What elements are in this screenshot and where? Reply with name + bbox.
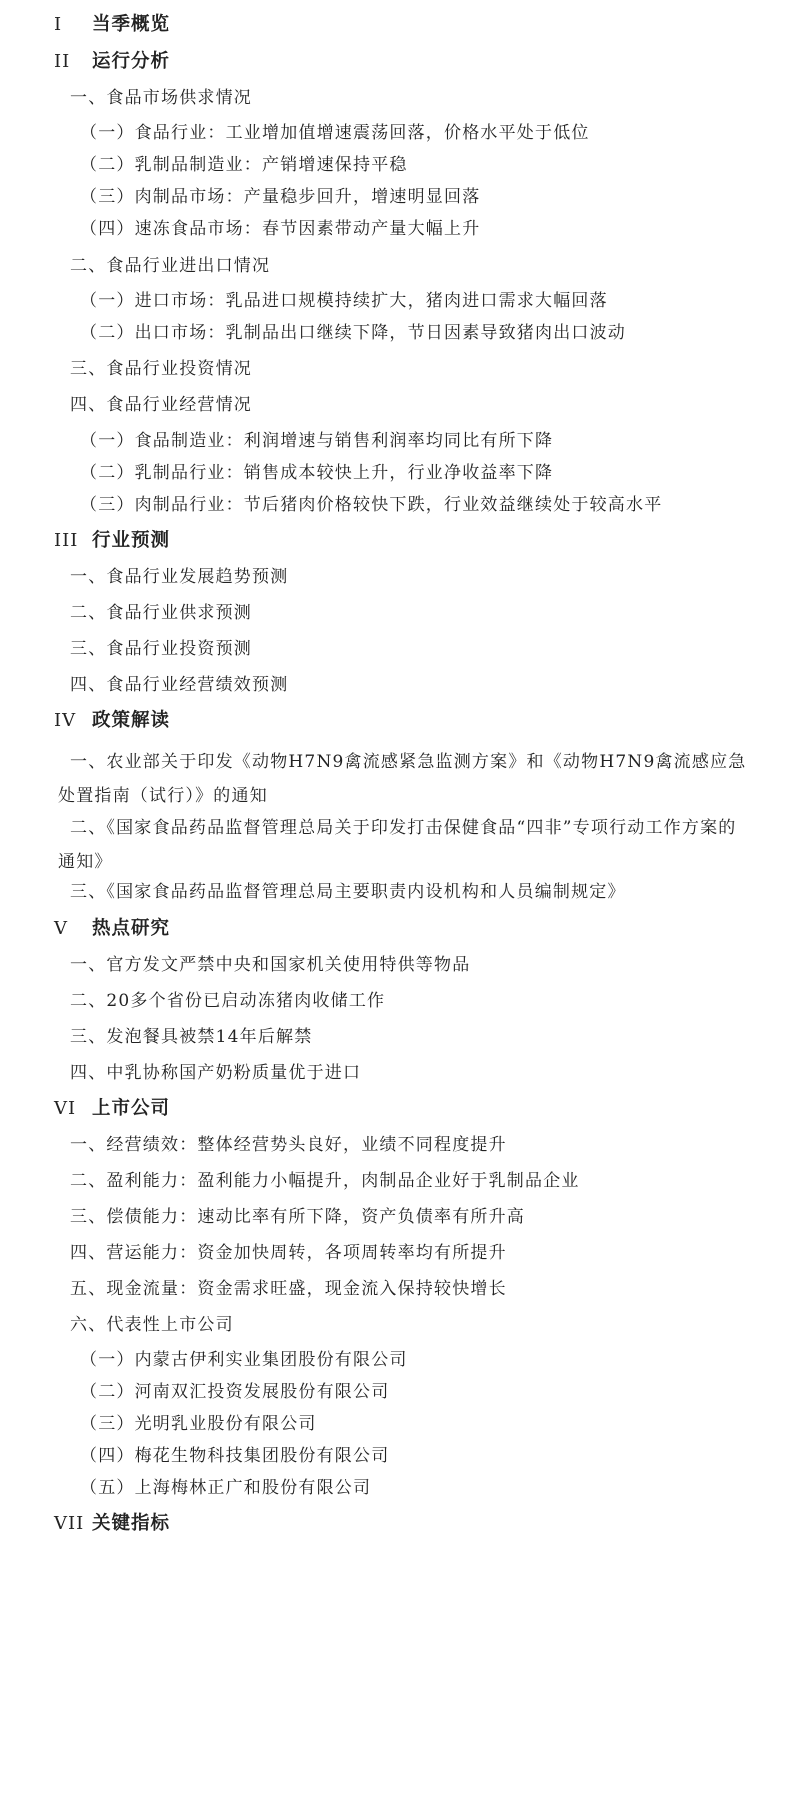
toc-item[interactable]: 二、盈利能力：盈利能力小幅提升，肉制品企业好于乳制品企业 [70,1171,580,1191]
toc-section-4[interactable] [54,710,170,732]
toc-subitem[interactable]: （二）乳制品制造业：产销增速保持平稳 [80,155,408,175]
toc-item[interactable]: 四、中乳协称国产奶粉质量优于进口 [70,1063,362,1083]
toc-subitem[interactable]: （二）乳制品行业：销售成本较快上升，行业净收益率下降 [80,463,554,483]
section-numeral: II [54,51,71,72]
section-numeral: III [54,530,79,551]
toc-item[interactable]: 一、经营绩效：整体经营势头良好，业绩不同程度提升 [70,1135,507,1155]
toc-subitem[interactable]: （五）上海梅林正广和股份有限公司 [80,1478,372,1498]
toc-section-5[interactable] [54,918,170,940]
toc-subitem[interactable]: （四）速冻食品市场：春节因素带动产量大幅上升 [80,219,481,239]
toc-item[interactable]: 一、食品行业发展趋势预测 [70,567,289,587]
section-numeral: VII [54,1513,85,1534]
section-numeral: IV [54,710,77,731]
toc-item[interactable]: 三、偿债能力：速动比率有所下降，资产负债率有所升高 [70,1207,525,1227]
toc-item[interactable]: 六、代表性上市公司 [70,1315,234,1335]
section-title: 政策解读 [92,710,171,731]
toc-item[interactable]: 四、食品行业经营绩效预测 [70,675,289,695]
toc-subitem[interactable]: （三）肉制品行业：节后猪肉价格较快下跌，行业效益继续处于较高水平 [80,495,663,515]
toc-subitem[interactable]: （一）食品行业：工业增加值增速震荡回落，价格水平处于低位 [80,123,590,143]
toc-item[interactable]: 一、农业部关于印发《动物H7N9禽流感紧急监测方案》和《动物H7N9禽流感应急处置指南（试行）》的通知 [58,752,747,806]
toc-item[interactable]: 四、食品行业经营情况 [70,395,252,415]
toc-item[interactable]: 三、食品行业投资情况 [70,359,252,379]
toc-item[interactable]: 二、食品行业供求预测 [70,603,252,623]
toc-item[interactable]: 四、营运能力：资金加快周转，各项周转率均有所提升 [70,1243,507,1263]
section-title: 关键指标 [92,1513,171,1534]
toc-item[interactable]: 五、现金流量：资金需求旺盛，现金流入保持较快增长 [70,1279,507,1299]
toc-item[interactable]: 二、《国家食品药品监督管理总局关于印发打击保健食品“四非”专项行动工作方案的通知》 [58,818,737,872]
toc-subitem[interactable]: （一）内蒙古伊利实业集团股份有限公司 [80,1350,408,1370]
toc-section-2[interactable] [54,51,170,73]
section-title: 热点研究 [92,918,171,939]
toc-item[interactable]: 二、食品行业进出口情况 [70,256,271,276]
toc-section-1[interactable] [54,14,170,36]
toc-item[interactable]: 三、发泡餐具被禁14年后解禁 [70,1027,313,1047]
toc-item[interactable]: 一、食品市场供求情况 [70,88,252,108]
toc-section-6[interactable] [54,1098,170,1120]
toc-item[interactable]: 二、20多个省份已启动冻猪肉收储工作 [70,991,386,1011]
toc-section-7[interactable] [54,1513,170,1535]
section-title: 当季概览 [92,14,171,35]
toc-section-3[interactable] [54,530,170,552]
toc-subitem[interactable]: （三）光明乳业股份有限公司 [80,1414,317,1434]
toc-subitem[interactable]: （二）河南双汇投资发展股份有限公司 [80,1382,390,1402]
toc-subitem[interactable]: （一）食品制造业：利润增速与销售利润率均同比有所下降 [80,431,554,451]
section-numeral: VI [54,1098,77,1119]
toc-subitem[interactable]: （四）梅花生物科技集团股份有限公司 [80,1446,390,1466]
toc-subitem[interactable]: （一）进口市场：乳品进口规模持续扩大，猪肉进口需求大幅回落 [80,291,608,311]
toc-subitem[interactable]: （二）出口市场：乳制品出口继续下降，节日因素导致猪肉出口波动 [80,323,626,343]
toc-item[interactable]: 三、《国家食品药品监督管理总局主要职责内设机构和人员编制规定》 [70,882,626,902]
section-title: 上市公司 [92,1098,171,1119]
section-numeral: V [54,918,68,939]
toc-subitem[interactable]: （三）肉制品市场：产量稳步回升，增速明显回落 [80,187,481,207]
toc-item[interactable]: 一、官方发文严禁中央和国家机关使用特供等物品 [70,955,471,975]
section-title: 行业预测 [92,530,171,551]
toc-item[interactable]: 三、食品行业投资预测 [70,639,252,659]
section-numeral: I [54,14,63,35]
section-title: 运行分析 [92,51,171,72]
